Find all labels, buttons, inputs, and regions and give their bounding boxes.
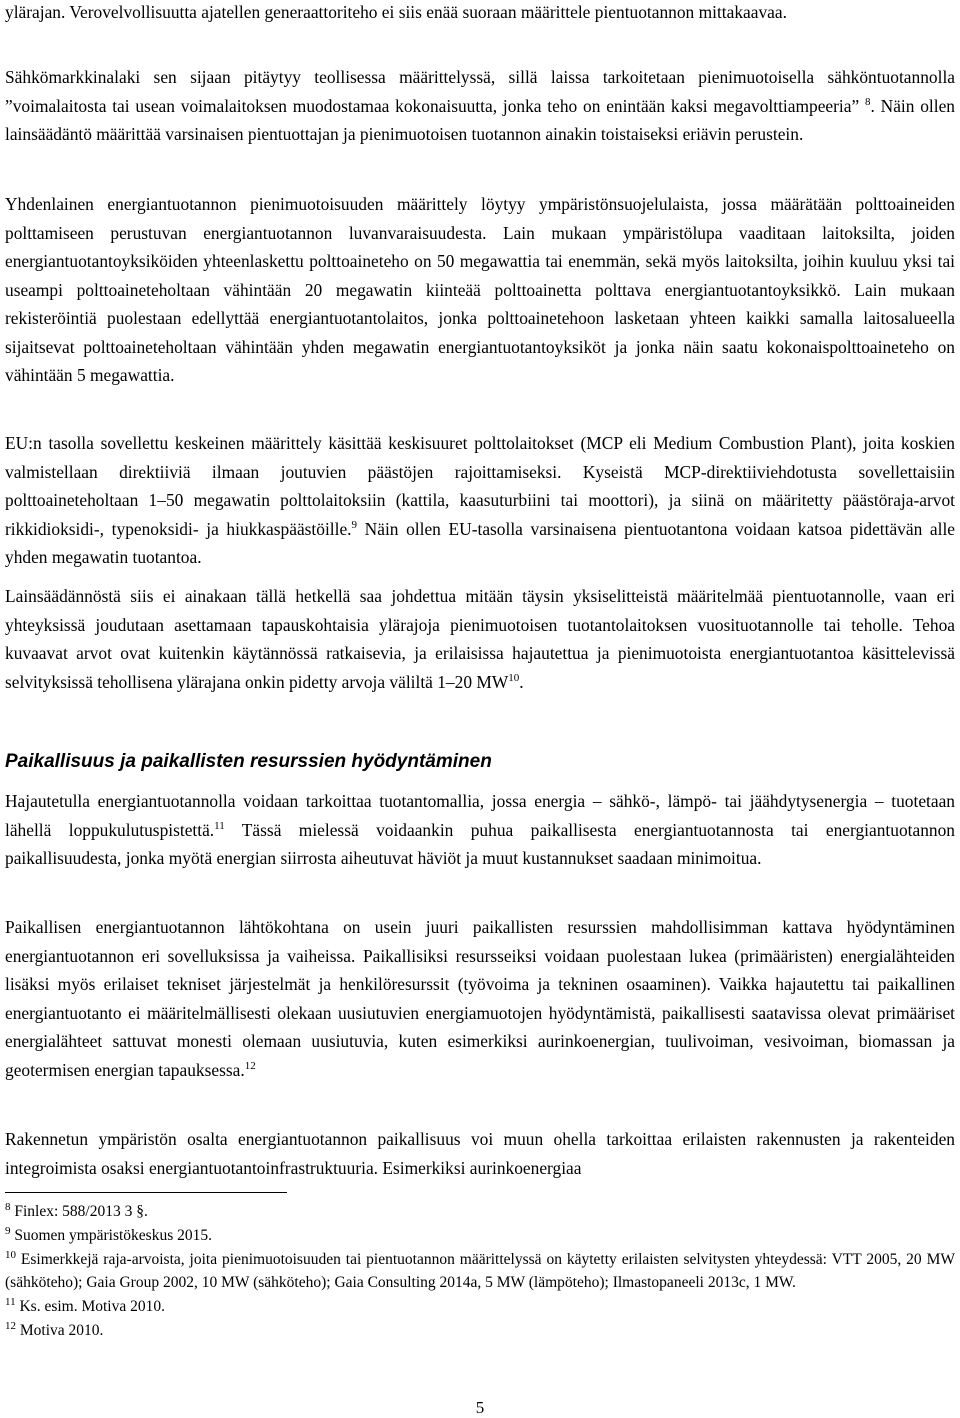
footnote-12 [5, 1319, 955, 1343]
footnote-10 [5, 1248, 955, 1296]
footnote-number: 8 [5, 1200, 11, 1213]
paragraph-5-text-a: Hajautetulla energiantuotannolla voidaan tarkoittaa tuotantomallia, jossa energia – sähkö-, lämpö- tai jäähdytysenergia – tuotetaan lähellä loppukulutuspistettä. [5, 791, 955, 840]
footnote-ref-10: 10 [508, 671, 520, 684]
footnote-text: Ks. esim. Motiva 2010. [15, 1298, 165, 1316]
footnote-ref-12: 12 [244, 1059, 256, 1072]
paragraph-4-text-b: . [519, 671, 524, 692]
paragraph-1 [5, 63, 955, 149]
paragraph-6 [5, 913, 955, 1084]
paragraph-2: Yhdenlainen energiantuotannon pienimuotoisuuden määrittely löytyy ympäristönsuojelulaista, jossa määrätään polttoaineiden polttamiseen perustuvan energiantuotannon luvanvaraisuudesta. Lain mukaan ympäristölupa vaaditaan laitoksilta, joiden energiantuotantoyksiköiden yhteenlaskettu polttoaineteho on 50 megawattia tai enemmän, sekä myös laitoksilta, joihin kuuluu yksi tai useampi polttoaineteholtaan vähintään 20 megawatin kiinteää polttoainetta polttava energiantuotantoyksikkö. Lain mukaan rekisteröintiä puolestaan edellyttää energiantuotantolaitos, jonka polttoainetehoon lasketaan yhteen kaikki samalla laitosalueella sijaitsevat polttoaineteholtaan vähintään yhden megawatin energiantuotantoyksiköt ja jonka näin saatu kokonaispolttoaineteho on vähintään 5 megawattia. [5, 194, 955, 385]
page-number: 5 [475, 1398, 485, 1417]
footnote-ref-9: 9 [351, 518, 358, 531]
paragraph-1-text-a: Sähkömarkkinalaki sen sijaan pitäytyy teollisessa määrittelyssä, sillä laissa tarkoitetaan pienimuotoisella sähköntuotannolla ”voimalaitosta tai usean voimalaitoksen muodostamaa kokonaisuutta, jonka teho on enintään kaksi megavolttiampeeria” [5, 67, 955, 116]
paragraph-4 [5, 582, 955, 696]
paragraph-5-text-b: Tässä mielessä voidaankin puhua paikallisesta energiantuotannosta tai energiantuotannon paikallisuudesta, jonka myötä energian siirrosta aiheutuvat häviöt ja muut kustannukset saadaan minimoitua. [5, 819, 955, 868]
paragraph-5 [5, 787, 955, 873]
footnote-text: Finlex: 588/2013 3 §. [10, 1203, 148, 1220]
footnote-number: 10 [5, 1248, 16, 1261]
footnote-text: Suomen ympäristökeskus 2015. [10, 1226, 212, 1244]
footnote-ref-11: 11 [214, 819, 225, 832]
footnote-separator [5, 1192, 287, 1193]
footnote-9 [5, 1224, 955, 1248]
paragraph-4-text-a: Lainsäädännöstä siis ei ainakaan tällä hetkellä saa johdettua mitään täysin yksiselitteistä määritelmää pientuotannolle, vaan eri yhteyksissä joudutaan asettamaan tapauskohtaisia ylärajoja pienimuotoisen tuotantolaitoksen vuosituotannolle tai teholle. Tehoa kuvaavat arvot ovat kuitenkin käytännössä ratkaisevia, ja erilaisissa hajautettua ja pienimuotoista energiantuotantoa käsittelevissä selvityksissä tehollisena ylärajana onkin pidetty arvoja väliltä 1–20 MW [5, 586, 955, 692]
footnote-number: 11 [5, 1296, 16, 1309]
footnotes [5, 1200, 955, 1343]
paragraph-3 [5, 429, 955, 572]
paragraph-3-text-a: EU:n tasolla sovellettu keskeinen määrittely käsittää keskisuuret polttolaitokset (MCP eli Medium Combustion Plant), joita koskien valmistellaan direktiiviä ilmaan joutuvien päästöjen rajoittamiseksi. Kyseistä MCP-direktiiviehdotusta sovellettaisiin polttoaineteholtaan 1–50 megawatin polttolaitoksiin (kattila, kaasuturbiini tai moottori), ja siinä on määritetty päästöraja-arvot rikkidioksidi-, typenoksidi- ja hiukkaspäästöille. [5, 433, 955, 539]
footnote-number: 9 [5, 1224, 11, 1237]
footnote-8 [5, 1200, 955, 1224]
paragraph-7: Rakennetun ympäristön osalta energiantuotannon paikallisuus voi muun ohella tarkoittaa erilaisten rakennusten ja rakenteiden integroimista osaksi energiantuotantoinfrastruktuuria. Esimerkiksi aurinkoenergiaa [5, 1129, 955, 1178]
footnote-text: Esimerkkejä raja-arvoista, joita pienimuotoisuuden tai pientuotannon määrittelyssä on käytetty erilaisten selvitysten yhteydessä: VTT 2005, 20 MW (sähköteho); Gaia Group 2002, 10 MW (sähköteho); Gaia Consulting 2014a, 5 MW (lämpöteho); Ilmastopaneeli 2013c, 1 MW. [5, 1250, 955, 1292]
footnote-ref-8: 8 [865, 95, 871, 108]
section-heading: Paikallisuus ja paikallisten resurssien hyödyntäminen [5, 751, 492, 772]
paragraph-6-text-a: Paikallisen energiantuotannon lähtökohtana on usein juuri paikallisten resurssien mahdollisimman kattava hyödyntäminen energiantuotannon eri sovelluksissa ja vaiheissa. Paikallisiksi resursseiksi voidaan puolestaan lukea (primääristen) energialähteiden lisäksi myös erilaiset tekniset järjestelmät ja henkilöresurssit (työvoima ja tekninen osaaminen). Vaikka hajautettu tai paikallinen energiantuotanto ei määritelmällisesti olekaan uusiutuvien energiamuotojen hyödyntämistä, paikallisesti saatavissa olevat primääriset energialähteet sattuvat monesti olemaan uusiutuvia, kuten esimerkiksi aurinkoenergian, tuulivoiman, vesivoiman, biomassan ja geotermisen energian tapauksessa. [5, 917, 955, 1080]
footnote-11 [5, 1295, 955, 1319]
footnote-number: 12 [5, 1319, 16, 1332]
paragraph-3-text-b: Näin ollen EU-tasolla varsinaisena pientuotantona voidaan katsoa pidettävän alle yhden megawatin tuotantoa. [5, 518, 956, 567]
paragraph-1-text-b: . Näin ollen lainsäädäntö määrittää varsinaisen pientuottajan ja pienimuotoisen tuotannon ainakin toistaiseksi eriävin perustein. [5, 95, 955, 144]
footnote-text: Motiva 2010. [16, 1321, 104, 1339]
paragraph-0: ylärajan. Verovelvollisuutta ajatellen generaattoriteho ei siis enää suoraan määrittele pientuotannon mittakaavaa. [5, 2, 787, 22]
